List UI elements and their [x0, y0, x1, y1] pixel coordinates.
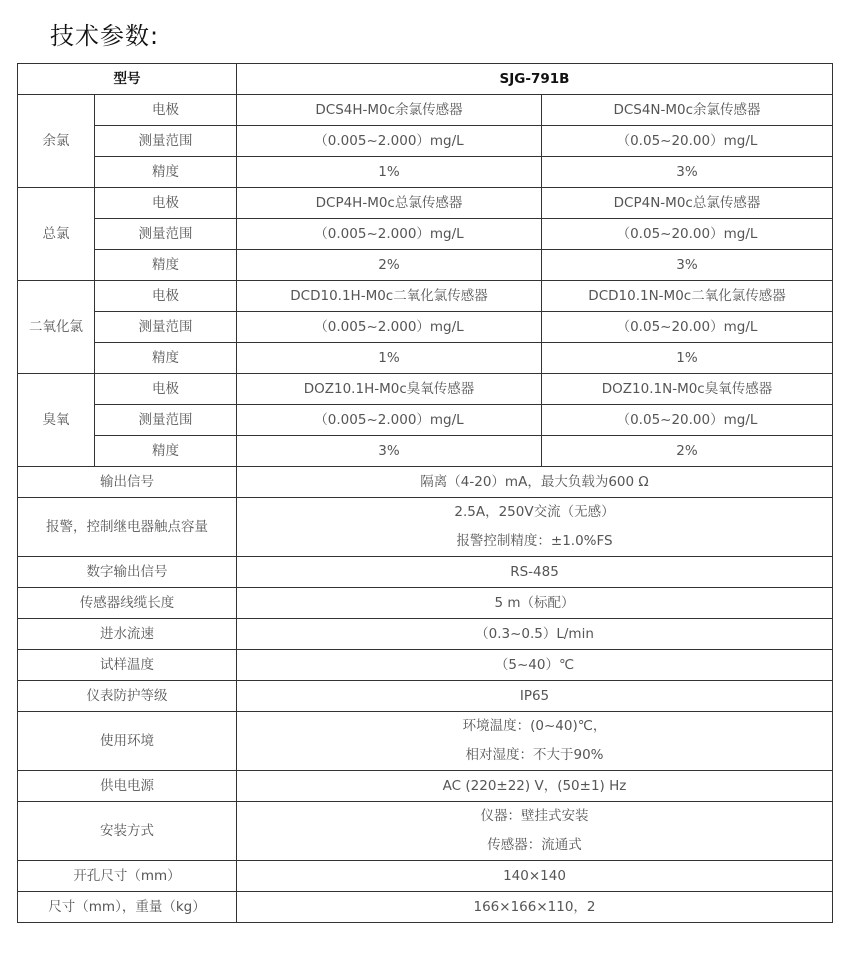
- value-n: （0.05~20.00）mg/L: [542, 219, 833, 250]
- spec-table: [17, 63, 833, 923]
- spec-label: 试样温度: [18, 650, 237, 681]
- spec-row: [18, 892, 833, 923]
- spec-value-line: 报警控制精度：±1.0%FS: [456, 533, 613, 549]
- spec-value: [237, 557, 833, 588]
- spec-value: [237, 802, 833, 861]
- spec-value-line: 相对湿度：不大于90%: [465, 747, 604, 763]
- value-n: （0.05~20.00）mg/L: [542, 126, 833, 157]
- value-n: 3%: [542, 157, 833, 188]
- spec-value-line: （5~40）℃: [494, 656, 575, 673]
- value-n: DCS4N-M0c余氯传感器: [542, 95, 833, 126]
- header-row: [18, 64, 833, 95]
- param-label: 精度: [95, 250, 237, 281]
- spec-row: [18, 681, 833, 712]
- sensor-row: [18, 374, 833, 405]
- sensor-row: [18, 95, 833, 126]
- spec-label: 报警，控制继电器触点容量: [18, 498, 237, 557]
- value-h: DCP4H-M0c总氯传感器: [237, 188, 542, 219]
- sensor-row: [18, 157, 833, 188]
- spec-label: 安装方式: [18, 802, 237, 861]
- sensor-row: [18, 281, 833, 312]
- spec-value: [237, 498, 833, 557]
- param-label: 测量范围: [95, 405, 237, 436]
- spec-value: [237, 771, 833, 802]
- value-h: （0.005~2.000）mg/L: [237, 405, 542, 436]
- spec-value-line: AC (220±22) V，(50±1) Hz: [442, 777, 627, 794]
- sensor-row: [18, 312, 833, 343]
- value-h: DOZ10.1H-M0c臭氧传感器: [237, 374, 542, 405]
- value-n: （0.05~20.00）mg/L: [542, 405, 833, 436]
- param-label: 精度: [95, 343, 237, 374]
- param-label: 精度: [95, 157, 237, 188]
- spec-value-line: IP65: [519, 687, 550, 704]
- param-label: 测量范围: [95, 219, 237, 250]
- spec-value: [237, 861, 833, 892]
- spec-value: [237, 467, 833, 498]
- spec-label: 供电电源: [18, 771, 237, 802]
- spec-value: [237, 892, 833, 923]
- spec-value-line: 环境温度：(0~40)℃，: [462, 718, 607, 734]
- param-label: 电极: [95, 374, 237, 405]
- spec-value-line: 仪器：壁挂式安装: [480, 808, 589, 824]
- sensor-row: [18, 219, 833, 250]
- spec-row: [18, 650, 833, 681]
- spec-row: [18, 619, 833, 650]
- spec-label: 仪表防护等级: [18, 681, 237, 712]
- value-h: （0.005~2.000）mg/L: [237, 312, 542, 343]
- spec-value-line: （0.3~0.5）L/min: [475, 625, 594, 642]
- group-name: 总氯: [18, 188, 95, 281]
- param-label: 电极: [95, 281, 237, 312]
- value-n: （0.05~20.00）mg/L: [542, 312, 833, 343]
- group-name: 臭氧: [18, 374, 95, 467]
- value-n: DCP4N-M0c总氯传感器: [542, 188, 833, 219]
- spec-value-line: 140×140: [503, 867, 566, 884]
- spec-row: [18, 467, 833, 498]
- spec-label: 传感器线缆长度: [18, 588, 237, 619]
- spec-value: [237, 681, 833, 712]
- param-label: 测量范围: [95, 312, 237, 343]
- spec-row: [18, 588, 833, 619]
- value-h: 1%: [237, 343, 542, 374]
- spec-value-line: 2.5A，250V交流（无感）: [454, 504, 615, 520]
- value-h: 1%: [237, 157, 542, 188]
- value-n: 1%: [542, 343, 833, 374]
- spec-row: [18, 498, 833, 557]
- spec-label: 输出信号: [18, 467, 237, 498]
- page-title: 技术参数:: [50, 22, 160, 50]
- spec-value: [237, 712, 833, 771]
- spec-value-line: RS-485: [510, 563, 559, 580]
- value-h: （0.005~2.000）mg/L: [237, 126, 542, 157]
- spec-label: 数字输出信号: [18, 557, 237, 588]
- sensor-row: [18, 250, 833, 281]
- param-label: 电极: [95, 95, 237, 126]
- spec-value: [237, 588, 833, 619]
- sensor-row: [18, 436, 833, 467]
- param-label: 测量范围: [95, 126, 237, 157]
- value-n: 2%: [542, 436, 833, 467]
- spec-value: [237, 619, 833, 650]
- value-h: 3%: [237, 436, 542, 467]
- spec-value: [237, 650, 833, 681]
- spec-row: [18, 712, 833, 771]
- param-label: 电极: [95, 188, 237, 219]
- value-n: DOZ10.1N-M0c臭氧传感器: [542, 374, 833, 405]
- value-h: （0.005~2.000）mg/L: [237, 219, 542, 250]
- value-h: DCD10.1H-M0c二氧化氯传感器: [237, 281, 542, 312]
- spec-value-line: 传感器：流通式: [487, 837, 582, 853]
- spec-row: [18, 557, 833, 588]
- spec-label: 使用环境: [18, 712, 237, 771]
- value-n: DCD10.1N-M0c二氧化氯传感器: [542, 281, 833, 312]
- sensor-row: [18, 126, 833, 157]
- sensor-row: [18, 343, 833, 374]
- spec-label: 尺寸（mm），重量（kg）: [18, 892, 237, 923]
- model-value: SJG-791B: [237, 64, 833, 95]
- param-label: 精度: [95, 436, 237, 467]
- value-n: 3%: [542, 250, 833, 281]
- sensor-row: [18, 188, 833, 219]
- group-name: 二氧化氯: [18, 281, 95, 374]
- spec-label: 进水流速: [18, 619, 237, 650]
- spec-value-line: 隔离（4-20）mA，最大负载为600 Ω: [420, 473, 649, 490]
- spec-value-line: 166×166×110，2: [473, 898, 596, 915]
- spec-value-line: 5 m（标配）: [494, 594, 575, 611]
- value-h: DCS4H-M0c余氯传感器: [237, 95, 542, 126]
- spec-label: 开孔尺寸（mm）: [18, 861, 237, 892]
- spec-row: [18, 802, 833, 861]
- sensor-row: [18, 405, 833, 436]
- value-h: 2%: [237, 250, 542, 281]
- spec-row: [18, 771, 833, 802]
- spec-row: [18, 861, 833, 892]
- group-name: 余氯: [18, 95, 95, 188]
- model-label: 型号: [18, 64, 237, 95]
